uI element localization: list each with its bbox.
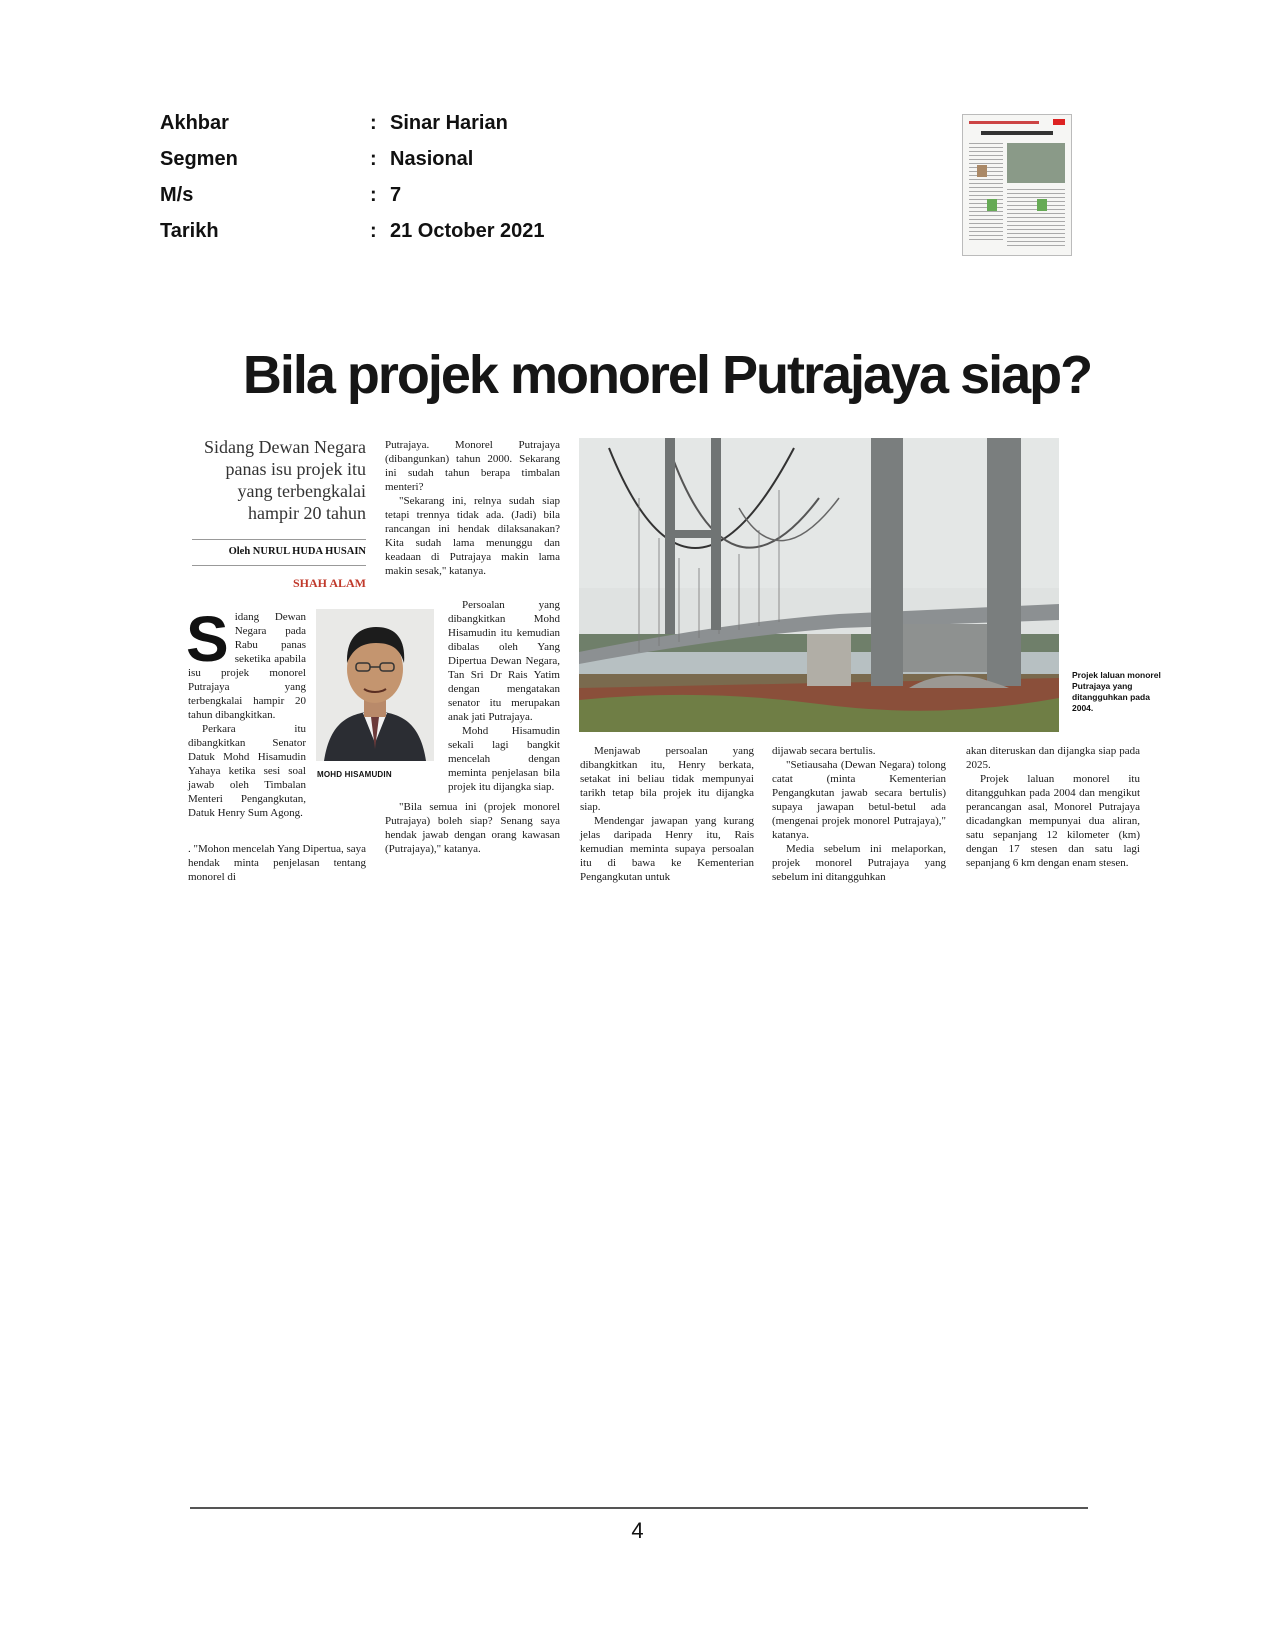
meta-separator: : <box>370 184 377 206</box>
thumb-photo <box>1007 143 1065 183</box>
paragraph: Perkara itu dibangkitkan Senator Datuk Mohd Hisamudin Yahaya ketika sesi soal jawab oleh Timbalan Menteri Pengangkutan, Datuk Henry Sum Agong. <box>188 723 306 819</box>
thumb-portrait <box>987 199 997 211</box>
article-column-1b <box>188 842 366 884</box>
meta-value: Sinar Harian <box>390 112 508 134</box>
meta-label: Akhbar <box>160 112 229 134</box>
meta-separator: : <box>370 148 377 170</box>
paragraph: dijawab secara bertulis. <box>772 745 876 757</box>
article-column-4 <box>772 744 946 884</box>
meta-separator: : <box>370 220 377 242</box>
article-column-1a <box>186 603 306 820</box>
paragraph: akan diteruskan dan dijangka siap pada 2025. <box>966 745 1140 771</box>
paragraph: Media sebelum ini melaporkan, projek monorel Putrajaya yang sebelum ini ditangguhkan <box>772 843 946 883</box>
divider <box>192 565 366 566</box>
photo-caption: Projek laluan monorel Putrajaya yang ditangguhkan pada 2004. <box>1072 670 1161 713</box>
paragraph: "Sekarang ini, relnya sudah siap tetapi trennya tidak ada. (Jadi) bila rancangan ini hendak dilaksanakan? Kita sudah lama menunggu dan keadaan di Putrajaya makin lama makin sesak," katanya. <box>385 495 560 577</box>
thumb-text-column <box>969 143 1003 243</box>
paragraph: Persoalan yang dibangkitkan Mohd Hisamudin itu kemudian dibalas oleh Yang Dipertua Dewan Negara, Tan Sri Dr Rais Yatim dengan mengatakan senator itu merupakan anak jati Putrajaya. <box>448 599 560 723</box>
paragraph: Mohd Hisamudin sekali lagi bangkit mencelah dengan meminta penjelasan bila projek itu dijangka siap. <box>448 725 560 793</box>
article-column-2a <box>385 438 560 578</box>
paragraph: Mendengar jawapan yang kurang jelas daripada Henry itu, Rais kemudian meminta supaya persoalan itu di bawa ke Kementerian Pengangkutan untuk <box>580 815 754 883</box>
article-dateline: SHAH ALAM <box>292 576 366 590</box>
meta-value: Nasional <box>390 148 474 170</box>
paragraph: Menjawab persoalan yang dibangkitkan itu, Henry berkata, setakat ini beliau tidak mempunyai tarikh tetap bila projek itu dijangka siap. <box>580 745 754 813</box>
paragraph: Putrajaya. Monorel Putrajaya (dibangunkan) tahun 2000. Sekarang ini sudah tahun berapa timbalan menteri? <box>385 439 560 493</box>
article-headline: Bila projek monorel Putrajaya siap? <box>242 345 1092 405</box>
meta-label: M/s <box>160 184 194 206</box>
thumb-headline <box>981 131 1053 135</box>
thumb-text-column <box>1007 189 1065 247</box>
article-column-2c <box>385 800 560 856</box>
paragraph: Projek laluan monorel itu ditangguhkan pada 2004 dan mengikut perancangan asal, Monorel Putrajaya dicadangkan mempunyai dua aliran, satu sepanjang 12 kilometer (km) dengan 17 stesen dan satu lagi sepanjang 6 km dengan enam stesen. <box>966 773 1140 869</box>
paragraph: "Bila semua ini (projek monorel Putrajaya) boleh siap? Senang saya hendak jawab dengan orang kawasan (Putrajaya)," katanya. <box>385 801 560 855</box>
thumb-logo <box>1053 119 1065 125</box>
article-column-3 <box>580 744 754 884</box>
paragraph: idang Dewan Negara pada Rabu panas seketika apabila isu projek monorel Putrajaya yang terbengkalai hampir 20 tahun dibangkitkan. <box>188 611 306 721</box>
paragraph: . "Mohon mencelah Yang Dipertua, saya hendak minta penjelasan tentang monorel di <box>188 843 367 883</box>
article-standfirst: Sidang Dewan Negara panas isu projek itu yang terbengkalai hampir 20 tahun <box>204 437 366 523</box>
article-byline: Oleh NURUL HUDA HUSAIN <box>228 546 366 557</box>
paragraph: "Setiausaha (Dewan Negara) tolong catat (minta Kementerian Pengangkutan jawab secara bertulis) supaya jawapan betul-betul ada (mengenai projek monorel Putrajaya)," katanya. <box>772 759 946 841</box>
article-column-2b <box>448 598 560 794</box>
meta-value: 21 October 2021 <box>390 220 545 242</box>
meta-label: Segmen <box>160 148 238 170</box>
thumb-masthead <box>969 121 1039 124</box>
meta-label: Tarikh <box>160 220 219 242</box>
footer-divider <box>190 1507 1088 1509</box>
drop-cap: S <box>186 603 229 675</box>
divider <box>192 539 366 540</box>
meta-separator: : <box>370 112 377 134</box>
portrait-photo <box>316 609 434 761</box>
thumb-portrait <box>1037 199 1047 211</box>
meta-value: 7 <box>390 184 402 206</box>
portrait-caption: MOHD HISAMUDIN <box>317 770 392 779</box>
bridge-photo <box>579 438 1059 732</box>
article-column-5 <box>966 744 1140 870</box>
page-number: 4 <box>631 1518 644 1543</box>
thumb-portrait <box>977 165 987 177</box>
newspaper-page-thumbnail <box>962 114 1072 256</box>
